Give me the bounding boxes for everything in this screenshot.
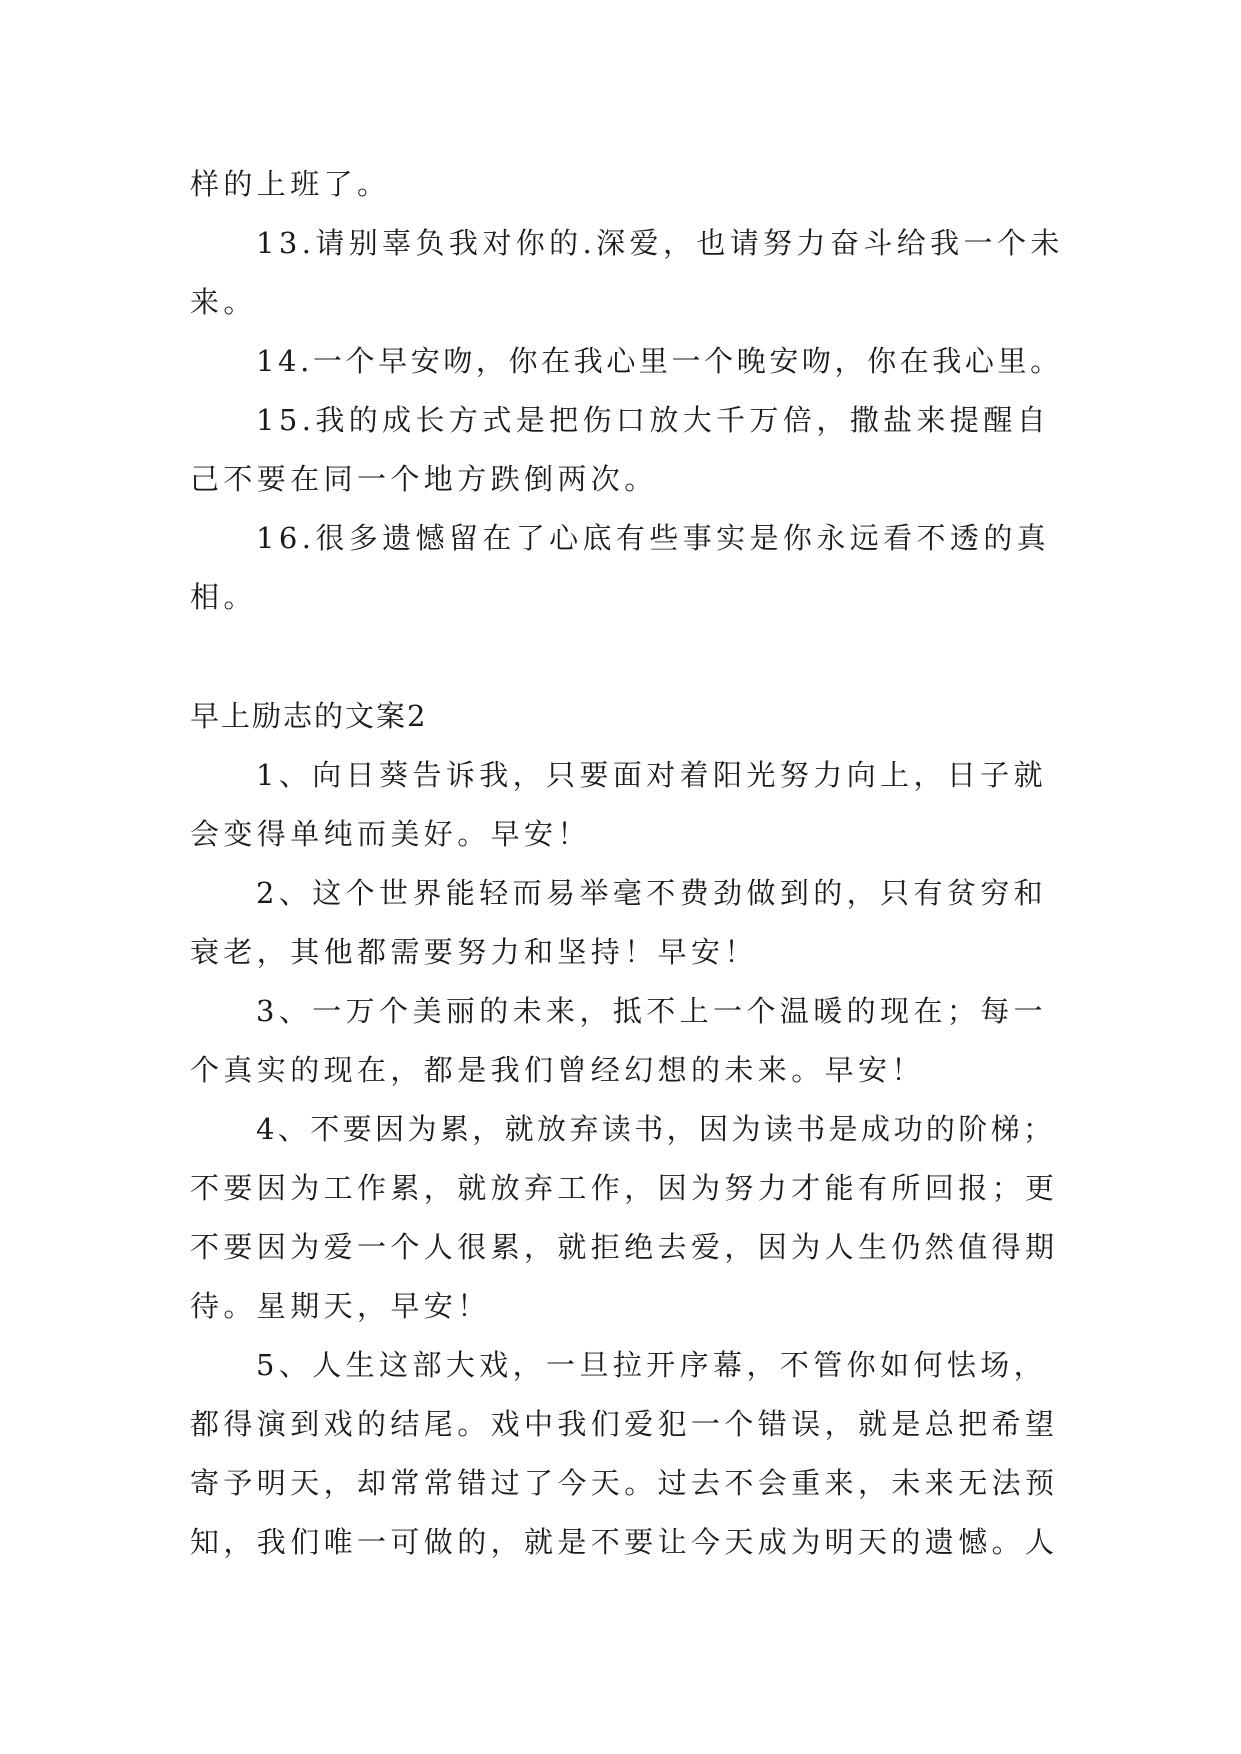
section-morning-motivation-2 [190,687,1060,1572]
text-line: 样的上班了。 [190,167,391,201]
paragraph-item-1 [190,746,1060,864]
text-line: 个真实的现在，都是我们曾经幻想的未来。早安！ [190,1053,925,1087]
text-line: 3、一万个美丽的未来，抵不上一个温暖的现在；每一 [256,994,1048,1028]
text-line: 不要因为工作累，就放弃工作，因为努力才能有所回报；更 [190,1171,1059,1205]
text-line: 16.很多遗憾留在了心底有些事实是你永远看不透的真 [256,521,1051,555]
text-line: 13.请别辜负我对你的.深爱，也请努力奋斗给我一个未 [256,226,1064,260]
paragraph-item-16 [190,509,1060,627]
paragraph-continuation [190,155,1060,214]
text-line: 1、向日葵告诉我，只要面对着阳光努力向上，日子就 [256,758,1048,792]
text-line: 不要因为爱一个人很累，就拒绝去爱，因为人生仍然值得期 [190,1230,1059,1264]
paragraph-item-14 [190,332,1063,391]
paragraph-item-4 [190,1100,1060,1336]
paragraph-item-15 [190,391,1060,509]
text-line: 寄予明天，却常常错过了今天。过去不会重来，未来无法预 [190,1466,1059,1500]
text-line: 4、不要因为累，就放弃读书，因为读书是成功的阶梯； [256,1112,1056,1146]
text-line: 知，我们唯一可做的，就是不要让今天成为明天的遗憾。人 [190,1525,1059,1559]
text-line: 待。星期天，早安！ [190,1289,491,1323]
text-line: 5、人生这部大戏，一旦拉开序幕，不管你如何怯场， [256,1348,1048,1382]
text-line: 15.我的成长方式是把伤口放大千万倍，撒盐来提醒自 [256,403,1051,437]
paragraph-item-2 [190,864,1060,982]
text-line: 衰老，其他都需要努力和坚持！早安！ [190,935,758,969]
text-line: 己不要在同一个地方跌倒两次。 [190,462,658,496]
section-heading: 早上励志的文案2 [190,699,428,733]
text-line: 14.一个早安吻，你在我心里一个晚安吻，你在我心里。 [256,344,1063,378]
paragraph-item-3 [190,982,1060,1100]
text-line: 2、这个世界能轻而易举毫不费劲做到的，只有贫穷和 [256,876,1048,910]
text-line: 来。 [190,285,257,319]
text-line: 都得演到戏的结尾。戏中我们爱犯一个错误，就是总把希望 [190,1407,1059,1441]
paragraph-item-5 [190,1336,1060,1572]
paragraph-item-13 [190,214,1064,332]
document-content [190,155,1064,1572]
text-line: 会变得单纯而美好。早安！ [190,817,591,851]
section-continued-list [190,155,1064,627]
text-line: 相。 [190,580,257,614]
